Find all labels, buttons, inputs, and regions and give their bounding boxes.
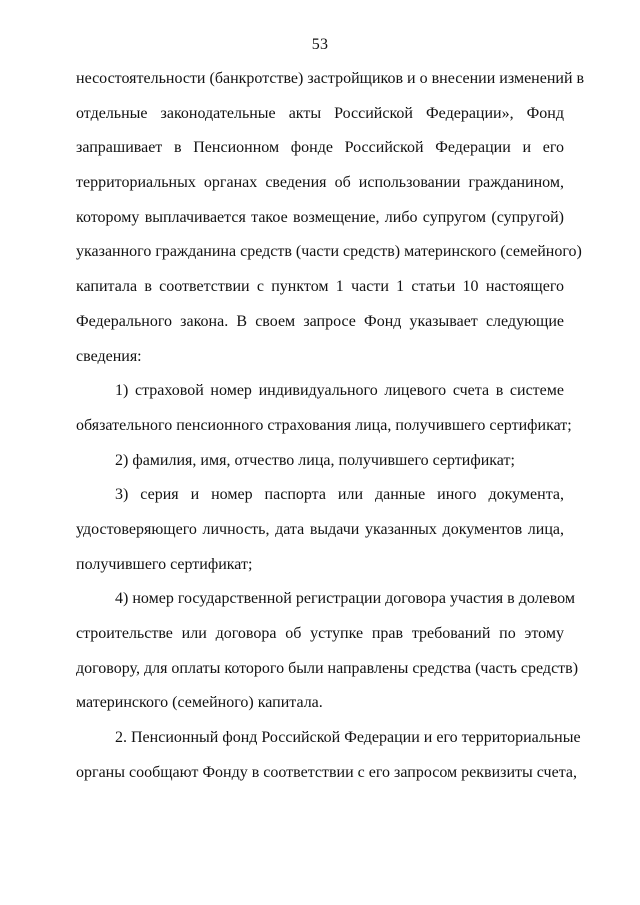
- text-line: удостоверяющего личность, дата выдачи указанных документов лица,: [76, 520, 564, 538]
- page-number: 53: [311, 36, 329, 53]
- text-line: запрашивает в Пенсионном фонде Российской Федерации и его: [76, 139, 564, 157]
- text-line: строительстве или договора об уступке прав требований по этому: [76, 625, 564, 642]
- paragraph-line: 2. Пенсионный фонд Российской Федерации и его территориальные: [115, 729, 581, 747]
- text-line: указанного гражданина средств (части средств) материнского (семейного): [76, 243, 582, 261]
- list-item-line: 1) страховой номер индивидуального лицевого счета в системе: [115, 382, 564, 400]
- text-line: которому выплачивается такое возмещение, либо супругом (супругой): [76, 208, 564, 226]
- text-line: капитала в соответствии с пунктом 1 части 1 статьи 10 настоящего: [76, 278, 564, 296]
- text-line: договору, для оплаты которого были направлены средства (часть средств): [76, 659, 579, 677]
- text-line: сведения:: [76, 347, 142, 365]
- text-line: несостоятельности (банкротстве) застройщиков и о внесении изменений в: [76, 70, 585, 87]
- document-body: [76, 62, 585, 790]
- text-line: Федерального закона. В своем запросе Фонд указывает следующие: [76, 312, 564, 330]
- text-line: обязательного пенсионного страхования лица, получившего сертификат;: [76, 416, 572, 434]
- list-item-line: 2) фамилия, имя, отчество лица, получившего сертификат;: [115, 451, 515, 469]
- list-item-line: 4) номер государственной регистрации договора участия в долевом: [115, 590, 575, 608]
- text-line: органы сообщают Фонду в соответствии с его запросом реквизиты счета,: [76, 763, 577, 781]
- list-item-line: 3) серия и номер паспорта или данные иного документа,: [115, 486, 564, 504]
- text-line: получившего сертификат;: [76, 555, 253, 573]
- text-line: материнского (семейного) капитала.: [76, 694, 323, 712]
- text-line: отдельные законодательные акты Российской Федерации», Фонд: [76, 104, 564, 122]
- text-line: территориальных органах сведения об использовании гражданином,: [76, 174, 564, 192]
